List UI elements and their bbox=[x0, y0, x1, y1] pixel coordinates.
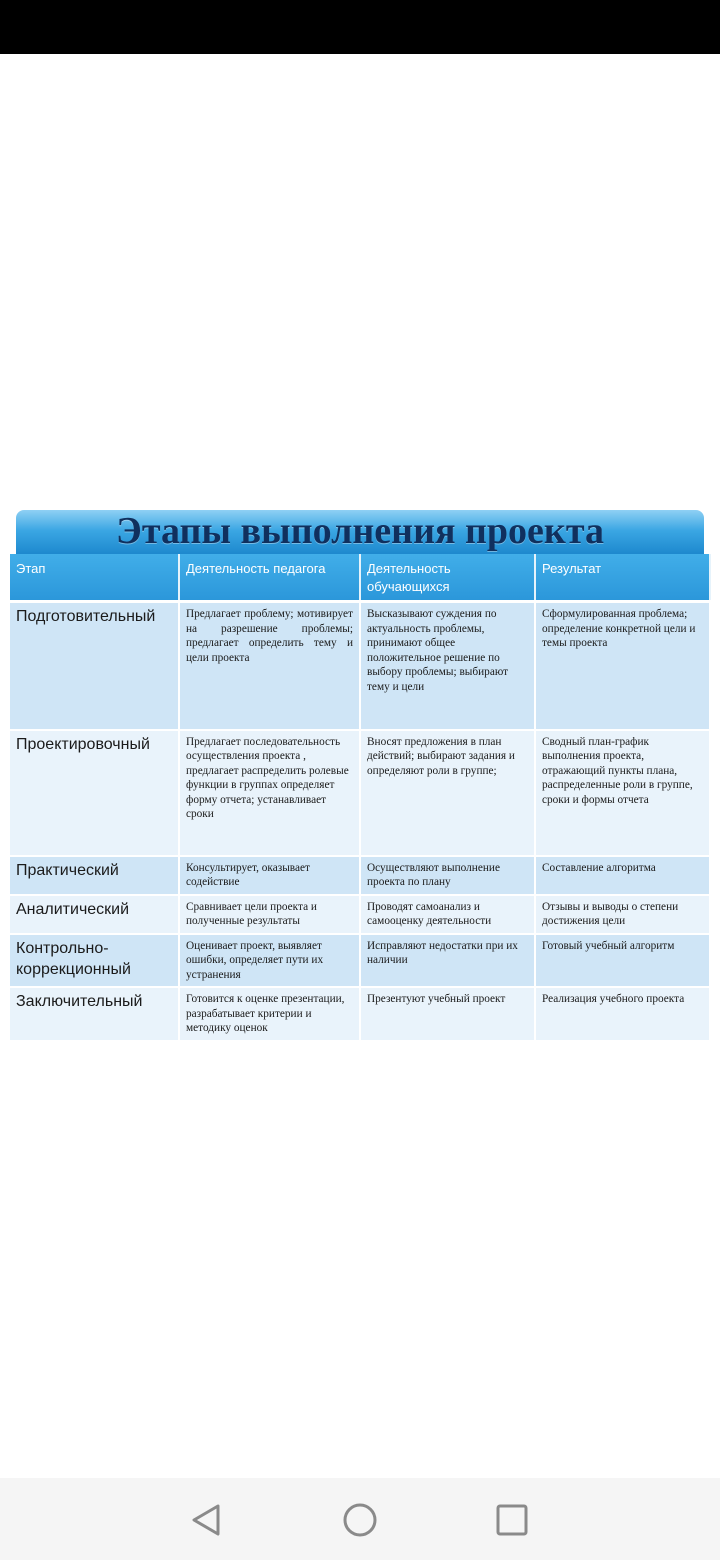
header-students: Деятельность обучающихся bbox=[360, 554, 535, 602]
teacher-cell: Консультирует, оказывает содействие bbox=[179, 856, 360, 895]
table-row bbox=[10, 856, 710, 895]
stage-cell: Аналитический bbox=[10, 895, 179, 934]
back-button[interactable] bbox=[184, 1498, 228, 1542]
navigation-bar bbox=[0, 1478, 720, 1560]
stages-table bbox=[10, 554, 711, 1042]
result-cell: Реализация учебного проекта bbox=[535, 987, 710, 1041]
header-teacher: Деятельность педагога bbox=[179, 554, 360, 602]
stage-cell: Практический bbox=[10, 856, 179, 895]
stage-cell: Проектировочный bbox=[10, 730, 179, 856]
table-header-row bbox=[10, 554, 710, 602]
header-stage: Этап bbox=[10, 554, 179, 602]
result-cell: Готовый учебный алгоритм bbox=[535, 934, 710, 988]
home-button[interactable] bbox=[338, 1498, 382, 1542]
students-cell: Вносят предложения в план действий; выбирают задания и определяют роли в группе; bbox=[360, 730, 535, 856]
students-cell: Осуществляют выполнение проекта по плану bbox=[360, 856, 535, 895]
recents-button[interactable] bbox=[490, 1498, 534, 1542]
title-band bbox=[16, 510, 704, 556]
circle-home-icon bbox=[338, 1498, 382, 1542]
teacher-cell: Готовится к оценке презентации, разрабатывает критерии и методику оценок bbox=[179, 987, 360, 1041]
table-row bbox=[10, 934, 710, 988]
table-row bbox=[10, 602, 710, 730]
students-cell: Проводят самоанализ и самооценку деятельности bbox=[360, 895, 535, 934]
header-result: Результат bbox=[535, 554, 710, 602]
table-row bbox=[10, 987, 710, 1041]
students-cell: Высказывают суждения по актуальность проблемы, принимают общее положительное решение по выбору проблемы; выбирают тему и цели bbox=[360, 602, 535, 730]
square-recents-icon bbox=[490, 1498, 534, 1542]
stage-cell: Подготовительный bbox=[10, 602, 179, 730]
teacher-cell: Предлагает последовательность осуществления проекта , предлагает распределить ролевые функции в группах определяет форму отчета; устанавливает сроки bbox=[179, 730, 360, 856]
status-bar bbox=[0, 0, 720, 54]
teacher-cell: Сравнивает цели проекта и полученные результаты bbox=[179, 895, 360, 934]
slide-title: Этапы выполнения проекта bbox=[116, 510, 604, 552]
result-cell: Сводный план-график выполнения проекта, отражающий пункты плана, распределенные роли в группе, сроки и формы отчета bbox=[535, 730, 710, 856]
slide-image bbox=[10, 510, 710, 1034]
result-cell: Отзывы и выводы о степени достижения цели bbox=[535, 895, 710, 934]
result-cell: Сформулированная проблема; определение конкретной цели и темы проекта bbox=[535, 602, 710, 730]
stage-cell: Контрольно-коррекционный bbox=[10, 934, 179, 988]
students-cell: Исправляют недостатки при их наличии bbox=[360, 934, 535, 988]
students-cell: Презентуют учебный проект bbox=[360, 987, 535, 1041]
table-row bbox=[10, 730, 710, 856]
stage-cell: Заключительный bbox=[10, 987, 179, 1041]
table-row bbox=[10, 895, 710, 934]
result-cell: Составление алгоритма bbox=[535, 856, 710, 895]
teacher-cell: Предлагает проблему; мотивирует на разрешение проблемы; предлагает определить тему и цели проекта bbox=[179, 602, 360, 730]
teacher-cell: Оценивает проект, выявляет ошибки, определяет пути их устранения bbox=[179, 934, 360, 988]
triangle-back-icon bbox=[184, 1498, 228, 1542]
